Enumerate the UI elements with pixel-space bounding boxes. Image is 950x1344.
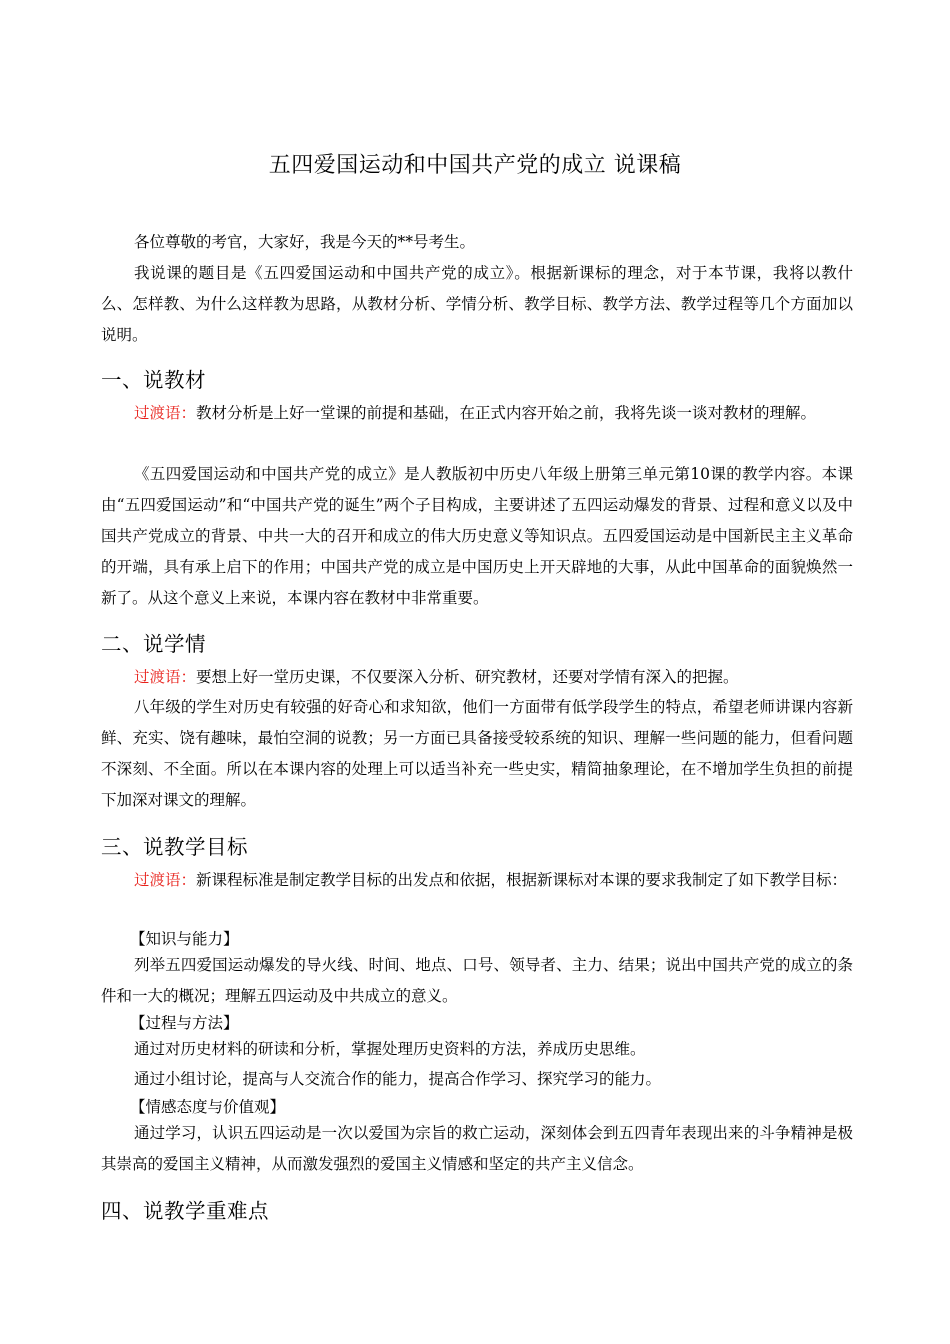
section-textbook-body: 《五四爱国运动和中国共产党的成立》是人教版初中历史八年级上册第三单元第10课的教学内容。本课由“五四爱国运动”和“中国共产党的诞生”两个子目构成，主要讲述了五四运动爆发的背景、过程和意义以及中国共产党成立的背景、中共一大的召开和成立的伟大历史意义等知识点。五四爱国运动是中国新民主主义革命的开端，具有承上启下的作用；中国共产党的成立是中国历史上开天辟地的大事，从此中国革命的面貌焕然一新了。从这个意义上来说，本课内容在教材中非常重要。 bbox=[101, 465, 853, 607]
section-students-body: 八年级的学生对历史有较强的好奇心和求知欲，他们一方面带有低学段学生的特点，希望老师讲课内容新鲜、充实、饶有趣味，最怕空洞的说教；另一方面已具备接受较系统的知识、理解一些问题的能力，但看问题不深刻、不全面。所以在本课内容的处理上可以适当补充一些史实，精简抽象理论，在不增加学生负担的前提下加深对课文的理解。 bbox=[101, 698, 853, 809]
section-textbook-transition bbox=[101, 398, 853, 429]
goal-emotion-text: 通过学习，认识五四运动是一次以爱国为宗旨的救亡运动，深刻体会到五四青年表现出来的斗争精神是极其崇高的爱国主义精神，从而激发强烈的爱国主义情感和坚定的共产主义信念。 bbox=[101, 1124, 853, 1173]
section-heading-key-points: 四、说教学重难点 bbox=[101, 1199, 269, 1223]
goal-knowledge-text: 列举五四爱国运动爆发的导火线、时间、地点、口号、领导者、主力、结果；说出中国共产党的成立的条件和一大的概况；理解五四运动及中共成立的意义。 bbox=[101, 956, 853, 1005]
transition-label: 过渡语： bbox=[134, 668, 197, 686]
document-title: 五四爱国运动和中国共产党的成立 说课稿 bbox=[268, 153, 682, 178]
section-heading-goals: 三、说教学目标 bbox=[101, 835, 248, 859]
intro-greeting: 各位尊敬的考官，大家好，我是今天的**号考生。 bbox=[134, 233, 476, 251]
section-heading-textbook: 一、说教材 bbox=[101, 368, 206, 392]
section-students-transition bbox=[101, 662, 853, 693]
section-heading-students: 二、说学情 bbox=[101, 632, 206, 656]
transition-text: 要想上好一堂历史课，不仅要深入分析、研究教材，还要对学情有深入的把握。 bbox=[196, 668, 739, 686]
section-goals-transition bbox=[101, 865, 853, 896]
goal-emotion-label: 【情感态度与价值观】 bbox=[130, 1098, 286, 1116]
goal-knowledge-label: 【知识与能力】 bbox=[130, 930, 239, 948]
goal-process-text-1: 通过对历史材料的研读和分析，掌握处理历史资料的方法，养成历史思维。 bbox=[134, 1040, 646, 1058]
goal-process-label: 【过程与方法】 bbox=[130, 1014, 239, 1032]
goal-process-text-2: 通过小组讨论，提高与人交流合作的能力，提高合作学习、探究学习的能力。 bbox=[134, 1070, 662, 1088]
intro-topic: 我说课的题目是《五四爱国运动和中国共产党的成立》。根据新课标的理念，对于本节课，我将以教什么、怎样教、为什么这样教为思路，从教材分析、学情分析、教学目标、教学方法、教学过程等几个方面加以说明。 bbox=[101, 264, 853, 344]
transition-text: 新课程标准是制定教学目标的出发点和依据，根据新课标对本课的要求我制定了如下教学目标： bbox=[196, 871, 848, 889]
transition-label: 过渡语： bbox=[134, 871, 197, 889]
transition-text: 教材分析是上好一堂课的前提和基础，在正式内容开始之前，我将先谈一谈对教材的理解。 bbox=[196, 404, 817, 422]
transition-label: 过渡语： bbox=[134, 404, 197, 422]
